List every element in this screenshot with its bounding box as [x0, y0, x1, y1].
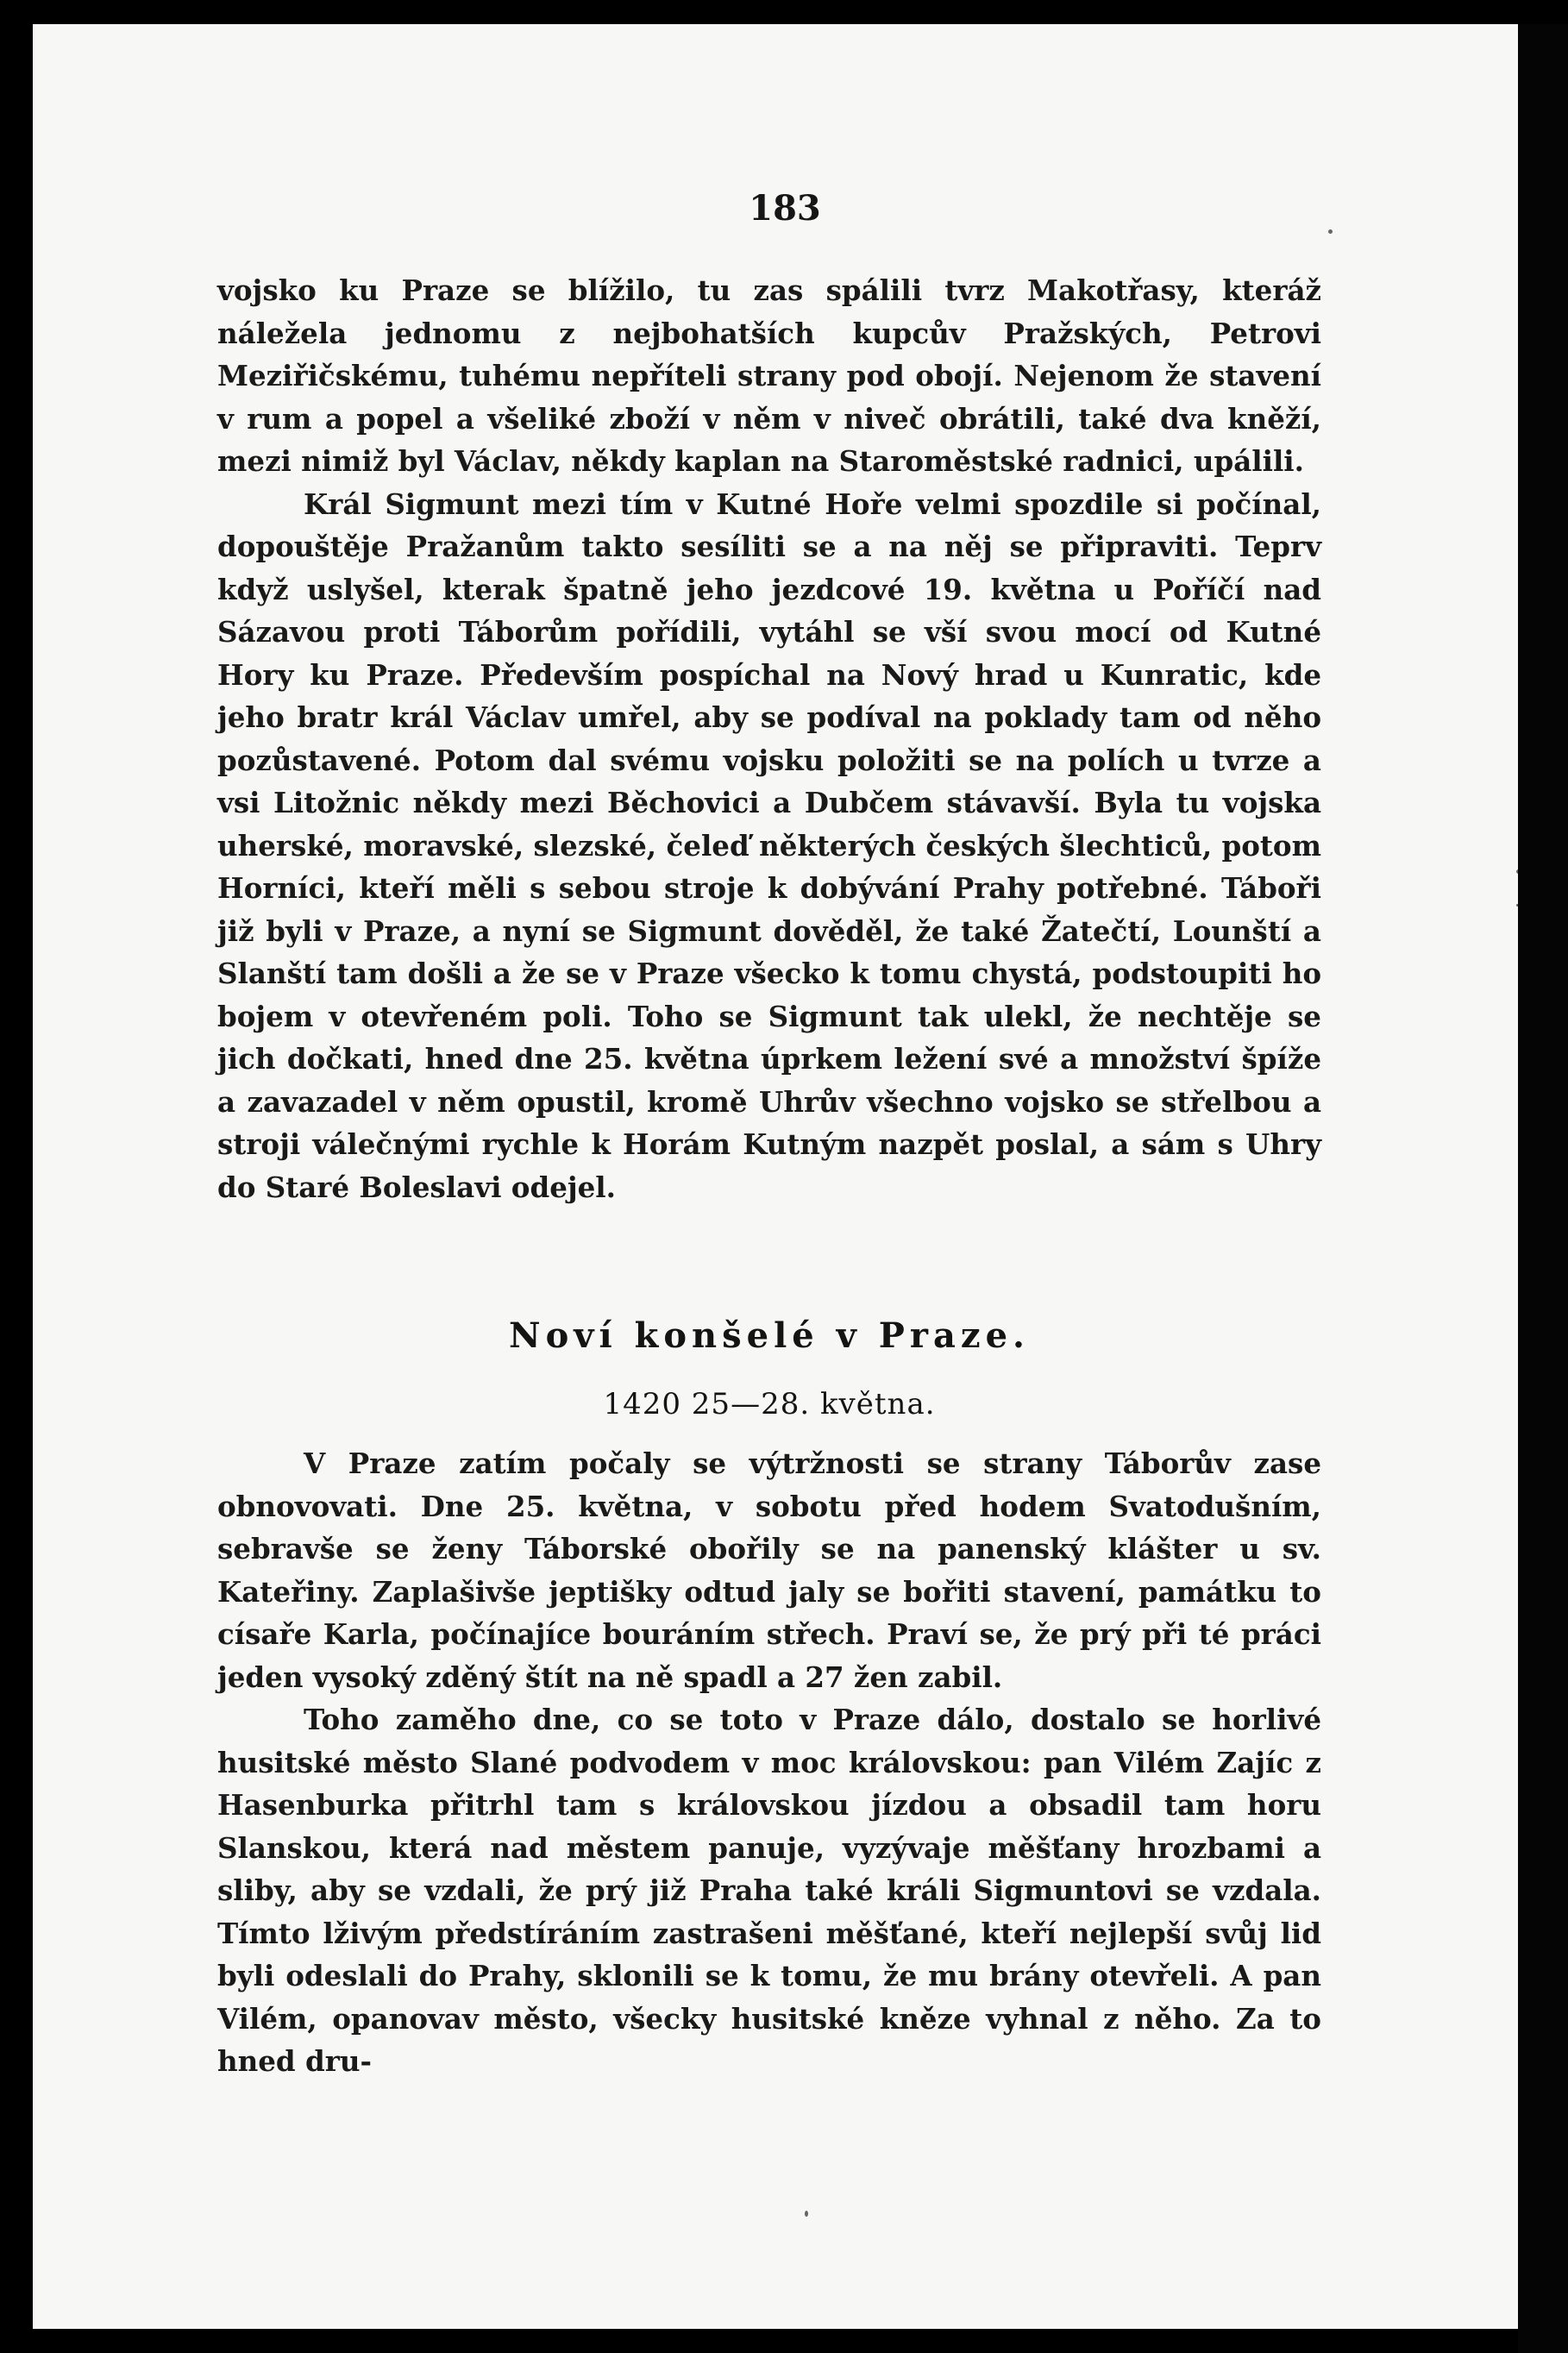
paragraph: Toho zaměho dne, co se toto v Praze dálo, dostalo se horlivé husitské město Slané podvodem v moc královskou: pan Vilém Zajíc z Hasenburka přitrhl tam s královskou jízdou a obsadil tam horu Slanskou, která nad městem panuje, vyzývaje měšťany hrozbami a sliby, aby se vzdali, že prý již Praha také králi Sigmuntovi se vzdala. Tímto lživým předstíráním zastrašeni měšťané, kteří nejlepší svůj lid byli odeslali do Prahy, sklonili se k tomu, že mu brány otevřeli. A pan Vilém, opanovav město, všecky husitské kněze vyhnal z něho. Za to hned dru-: [217, 1703, 1321, 2078]
section-date: 1420 25—28. května.: [603, 1387, 936, 1421]
paragraph: vojsko ku Praze se blížilo, tu zas spálili tvrz Makotřasy, kteráž náležela jednomu z nejbohatších kupcův Pražských, Petrovi Meziřičskému, tuhému nepříteli strany pod obojí. Nejenom že stavení v rum a popel a všeliké zboží v něm v niveč obrátili, také dva kněží, mezi nimiž byl Václav, někdy kaplan na Staroměstské radnici, upálili.: [217, 273, 1321, 478]
paper-speck: [1328, 229, 1333, 234]
page-number: 183: [749, 188, 821, 229]
paper-speck: [805, 2211, 808, 2217]
body-text-section-2: [217, 1442, 1321, 2083]
paragraph: Král Sigmunt mezi tím v Kutné Hoře velmi spozdile si počínal, dopouštěje Pražanům takto sesíliti se a na něj se připraviti. Teprv když uslyšel, kterak špatně jeho jezdcové 19. května u Poříčí nad Sázavou proti Táborům pořídili, vytáhl se vší svou mocí od Kutné Hory ku Praze. Především pospíchal na Nový hrad u Kunratic, kde jeho bratr král Václav umřel, aby se podíval na poklady tam od něho pozůstavené. Potom dal svému vojsku položiti se na polích u tvrze a vsi Litožnic někdy mezi Běchovici a Dubčem stávavší. Byla tu vojska uherské, moravské, slezské, čeleď některých českých šlechticů, potom Horníci, kteří měli s sebou stroje k dobývání Prahy potřebné. Táboři již byli v Praze, a nyní se Sigmunt dověděl, že také Žatečtí, Lounští a Slanští tam došli a že se v Praze všecko k tomu chystá, podstoupiti ho bojem v otevřeném poli. Toho se Sigmunt tak ulekl, že nechtěje se jich dočkati, hned dne 25. května úprkem ležení své a množství špíže a zavazadel v něm opustil, kromě Uhrův všechno vojsko se střelbou a stroji válečnými rychle k Horám Kutným nazpět poslal, a sám s Uhry do Staré Boleslavi odejel.: [217, 486, 1321, 1204]
paragraph: V Praze zatím počaly se výtržnosti se strany Táborův zase obnovovati. Dne 25. května, v sobotu před hodem Svatodušním, sebravše se ženy Táborské obořily se na panenský klášter u sv. Kateřiny. Zaplašivše jeptišky odtud jaly se bořiti stavení, památku to císaře Karla, počínajíce bouráním střech. Praví se, že prý při té práci jeden vysoký zděný štít na ně spadl a 27 žen zabil.: [217, 1446, 1321, 1694]
section-heading: Noví konšelé v Praze.: [509, 1315, 1030, 1356]
body-text-section-1: [217, 269, 1321, 1208]
scan-edge-shadow: [1518, 24, 1568, 2353]
